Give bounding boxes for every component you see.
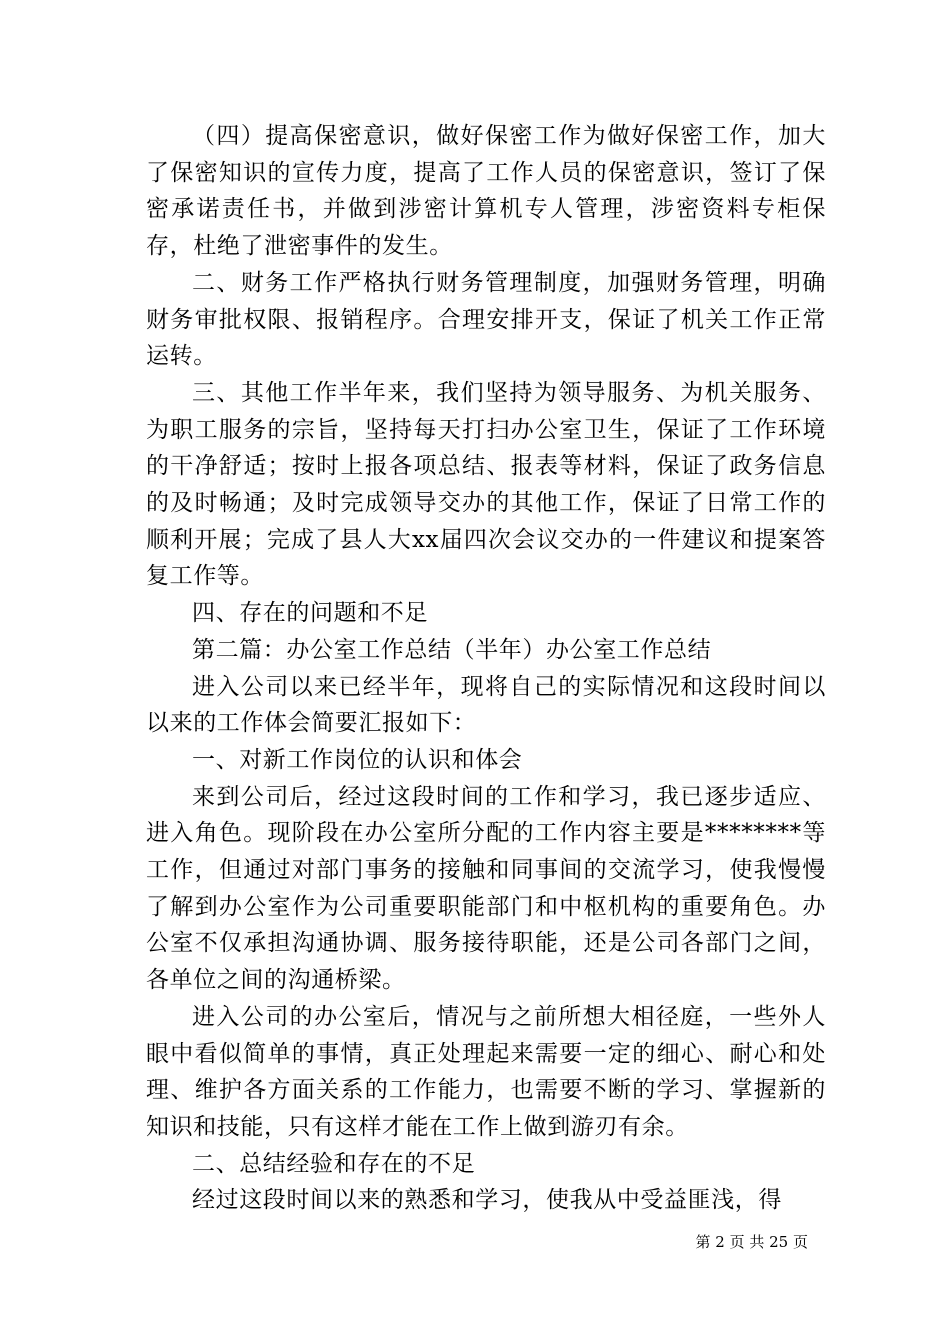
paragraph: 三、其他工作半年来，我们坚持为领导服务、为机关服务、为职工服务的宗旨，坚持每天打扫办公室卫生，保证了工作环境的干净舒适；按时上报各项总结、报表等材料，保证了政务信息的及时畅通；及时完成领导交办的其他工作，保证了日常工作的顺利开展；完成了县人大xx届四次会议交办的一件建议和提案答复工作等。	[146, 379, 826, 590]
paragraph: 进入公司以来已经半年，现将自己的实际情况和这段时间以以来的工作体会简要汇报如下：	[146, 673, 826, 737]
section-heading: 四、存在的问题和不足	[192, 600, 428, 627]
section-heading: 二、总结经验和存在的不足	[192, 1150, 476, 1177]
paragraph: 二、财务工作严格执行财务管理制度，加强财务管理，明确财务审批权限、报销程序。合理安排开支，保证了机关工作正常运转。	[146, 269, 826, 370]
paragraph: 来到公司后，经过这段时间的工作和学习，我已逐步适应、进入角色。现阶段在办公室所分配的工作内容主要是********等工作，但通过对部门事务的接触和同事间的交流学习，使我慢慢了解到办公室作为公司重要职能部门和中枢机构的重要角色。办公室不仅承担沟通协调、服务接待职能，还是公司各部门之间，各单位之间的沟通桥梁。	[146, 783, 826, 994]
paragraph: （四）提高保密意识，做好保密工作为做好保密工作，加大了保密知识的宣传力度，提高了工作人员的保密意识，签订了保密承诺责任书，并做到涉密计算机专人管理，涉密资料专柜保存，杜绝了泄密事件的发生。	[146, 123, 826, 260]
section-heading: 第二篇：办公室工作总结（半年）办公室工作总结	[192, 636, 712, 663]
paragraph: 经过这段时间以来的熟悉和学习，使我从中受益匪浅，得	[192, 1187, 782, 1214]
paragraph: 进入公司的办公室后，情况与之前所想大相径庭，一些外人眼中看似简单的事情，真正处理起来需要一定的细心、耐心和处理、维护各方面关系的工作能力，也需要不断的学习、掌握新的知识和技能，只有这样才能在工作上做到游刃有余。	[146, 1003, 826, 1140]
page-number: 第 2 页 共 25 页	[695, 1233, 808, 1251]
document-body	[146, 118, 826, 1219]
section-heading: 一、对新工作岗位的认识和体会	[192, 746, 523, 773]
